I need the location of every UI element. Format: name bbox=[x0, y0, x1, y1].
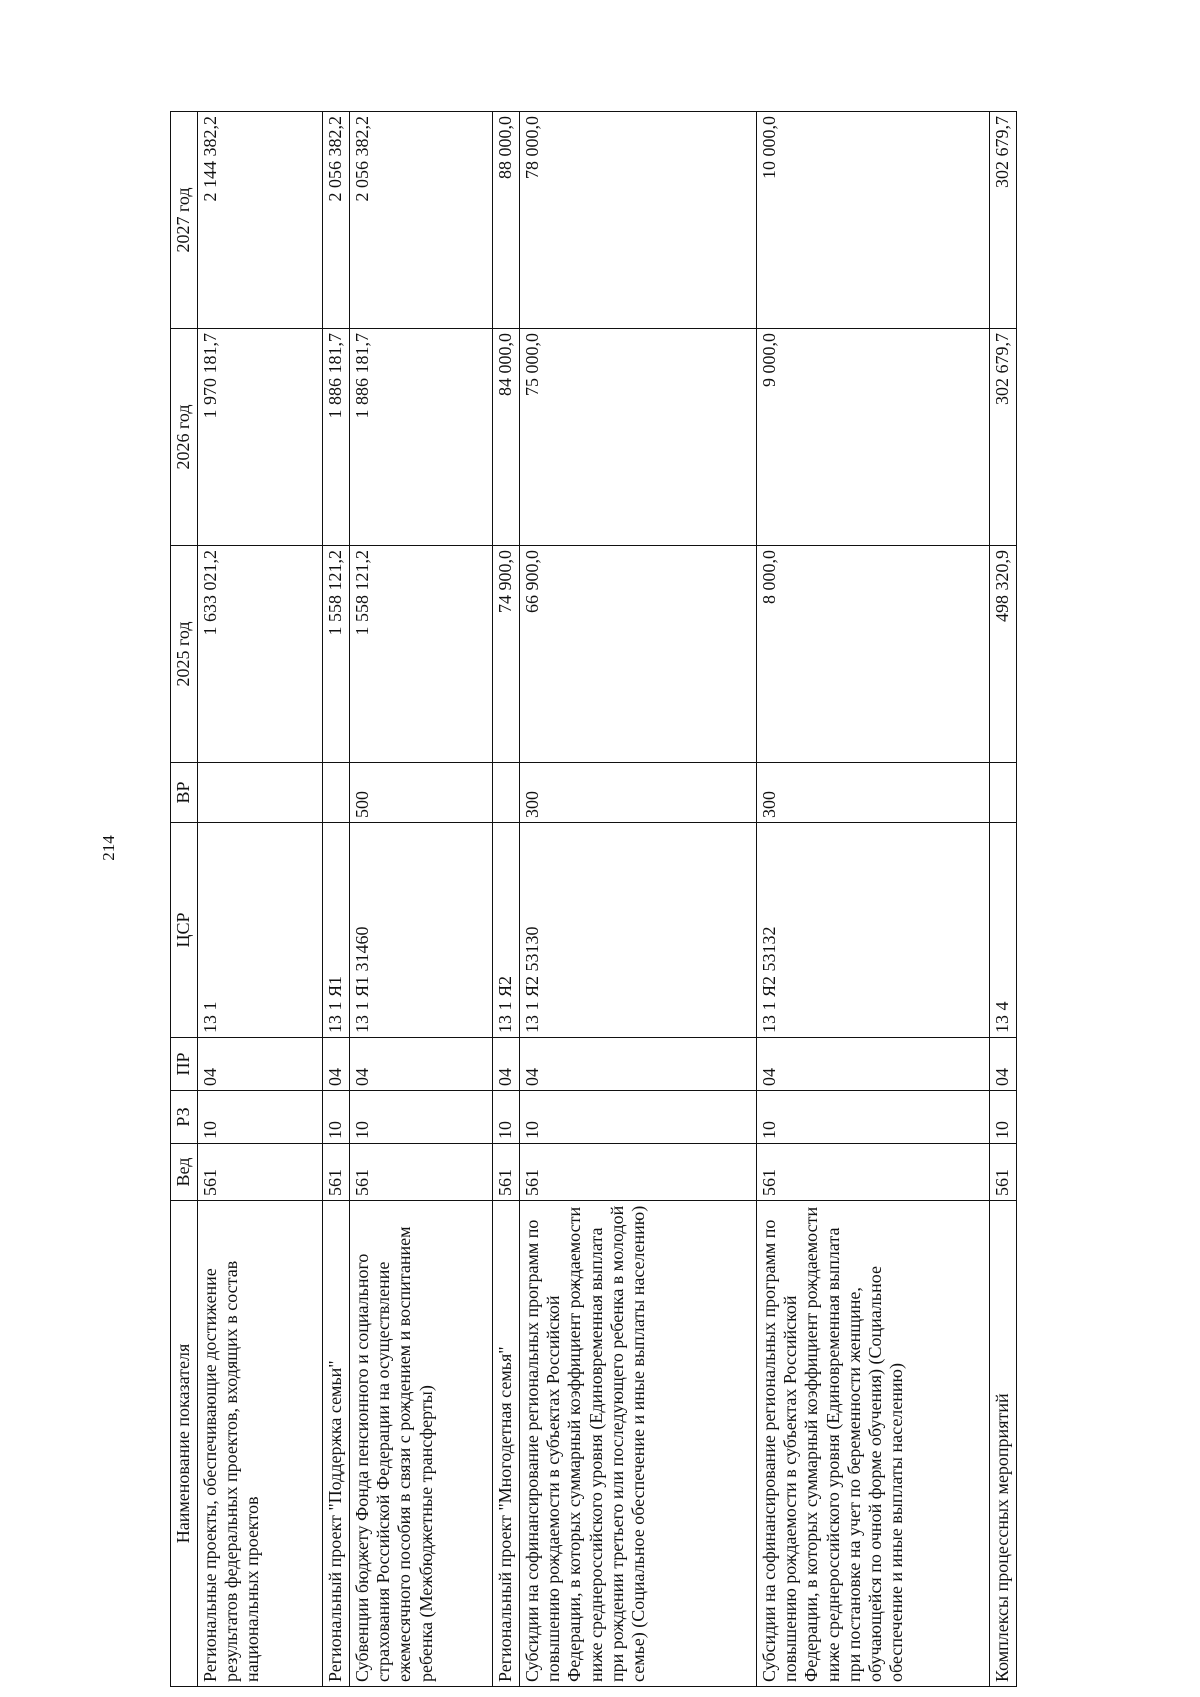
rotated-table-inner bbox=[170, 112, 1180, 1687]
header-csr: ЦСР bbox=[171, 823, 198, 1038]
row-2026: 1 886 181,7 bbox=[323, 329, 350, 546]
rotated-table-container bbox=[170, 112, 1180, 1687]
table-row bbox=[757, 112, 990, 1687]
row-2026: 1 970 181,7 bbox=[198, 329, 323, 546]
row-2026: 9 000,0 bbox=[757, 329, 990, 546]
row-2026: 75 000,0 bbox=[520, 329, 757, 546]
row-2025: 498 320,9 bbox=[990, 546, 1017, 763]
table-row bbox=[493, 112, 520, 1687]
row-rz: 10 bbox=[757, 1091, 990, 1144]
row-2027: 2 144 382,2 bbox=[198, 112, 323, 329]
header-rz: РЗ bbox=[171, 1091, 198, 1144]
table-row bbox=[323, 112, 350, 1687]
row-2027: 10 000,0 bbox=[757, 112, 990, 329]
header-ved: Вед bbox=[171, 1144, 198, 1201]
row-ved: 561 bbox=[493, 1144, 520, 1201]
row-2027: 2 056 382,2 bbox=[323, 112, 350, 329]
row-pr: 04 bbox=[350, 1038, 493, 1091]
row-2026: 1 886 181,7 bbox=[350, 329, 493, 546]
row-vr: 300 bbox=[520, 763, 757, 823]
row-name: Региональный проект "Поддержка семьи" bbox=[323, 1201, 350, 1687]
row-name: Комплексы процессных мероприятий bbox=[990, 1201, 1017, 1687]
row-vr bbox=[990, 763, 1017, 823]
row-vr bbox=[198, 763, 323, 823]
header-2027: 2027 год bbox=[171, 112, 198, 329]
row-2027: 78 000,0 bbox=[520, 112, 757, 329]
row-vr bbox=[493, 763, 520, 823]
table-row bbox=[520, 112, 757, 1687]
table-row bbox=[990, 112, 1017, 1687]
row-2027: 2 056 382,2 bbox=[350, 112, 493, 329]
row-rz: 10 bbox=[493, 1091, 520, 1144]
row-vr: 300 bbox=[757, 763, 990, 823]
header-2025: 2025 год bbox=[171, 546, 198, 763]
header-vr: ВР bbox=[171, 763, 198, 823]
row-name: Субвенции бюджету Фонда пенсионного и социального страхования Российской Федерации на осуществление ежемесячного пособия в связи с рождением и воспитанием ребенка (Межбюджетные трансферты) bbox=[350, 1201, 493, 1687]
table-row bbox=[350, 112, 493, 1687]
row-ved: 561 bbox=[520, 1144, 757, 1201]
row-vr bbox=[323, 763, 350, 823]
table-row bbox=[198, 112, 323, 1687]
row-rz: 10 bbox=[520, 1091, 757, 1144]
budget-table bbox=[170, 111, 1017, 1687]
row-2027: 88 000,0 bbox=[493, 112, 520, 329]
row-rz: 10 bbox=[198, 1091, 323, 1144]
row-rz: 10 bbox=[990, 1091, 1017, 1144]
row-name: Субсидии на софинансирование региональных программ по повышению рождаемости в субъектах Российской Федерации, в которых суммарный коэффициент рождаемости ниже среднероссийского уровня (Единовременная выплата при постановке на учет по беременности женщине, обучающейся по очной форме обучения) (Социальное обеспечение и иные выплаты населению) bbox=[757, 1201, 990, 1687]
row-pr: 04 bbox=[198, 1038, 323, 1091]
row-name: Региональные проекты, обеспечивающие достижение результатов федеральных проектов, входящих в состав национальных проектов bbox=[198, 1201, 323, 1687]
row-ved: 561 bbox=[990, 1144, 1017, 1201]
row-2025: 8 000,0 bbox=[757, 546, 990, 763]
row-rz: 10 bbox=[323, 1091, 350, 1144]
row-csr: 13 1 Я2 53130 bbox=[520, 823, 757, 1038]
row-2025: 1 633 021,2 bbox=[198, 546, 323, 763]
row-csr: 13 1 bbox=[198, 823, 323, 1038]
row-2027: 302 679,7 bbox=[990, 112, 1017, 329]
row-pr: 04 bbox=[990, 1038, 1017, 1091]
page-number: 214 bbox=[98, 835, 118, 861]
row-ved: 561 bbox=[323, 1144, 350, 1201]
row-csr: 13 1 Я2 53132 bbox=[757, 823, 990, 1038]
row-ved: 561 bbox=[198, 1144, 323, 1201]
table-header-row bbox=[171, 112, 198, 1687]
row-2025: 1 558 121,2 bbox=[323, 546, 350, 763]
row-csr: 13 4 bbox=[990, 823, 1017, 1038]
row-rz: 10 bbox=[350, 1091, 493, 1144]
row-2025: 66 900,0 bbox=[520, 546, 757, 763]
row-csr: 13 1 Я1 31460 bbox=[350, 823, 493, 1038]
row-name: Региональный проект "Многодетная семья" bbox=[493, 1201, 520, 1687]
header-2026: 2026 год bbox=[171, 329, 198, 546]
row-pr: 04 bbox=[757, 1038, 990, 1091]
row-2025: 1 558 121,2 bbox=[350, 546, 493, 763]
row-pr: 04 bbox=[520, 1038, 757, 1091]
row-ved: 561 bbox=[757, 1144, 990, 1201]
header-name: Наименование показателя bbox=[171, 1201, 198, 1687]
row-pr: 04 bbox=[493, 1038, 520, 1091]
row-csr: 13 1 Я2 bbox=[493, 823, 520, 1038]
row-ved: 561 bbox=[350, 1144, 493, 1201]
row-2026: 84 000,0 bbox=[493, 329, 520, 546]
header-pr: ПР bbox=[171, 1038, 198, 1091]
row-pr: 04 bbox=[323, 1038, 350, 1091]
row-2025: 74 900,0 bbox=[493, 546, 520, 763]
row-2026: 302 679,7 bbox=[990, 329, 1017, 546]
row-name: Субсидии на софинансирование региональных программ по повышению рождаемости в субъектах Российской Федерации, в которых суммарный коэффициент рождаемости ниже среднероссийского уровня (Единовременная выплата при рождении третьего или последующего ребенка в молодой семье) (Социальное обеспечение и иные выплаты населению) bbox=[520, 1201, 757, 1687]
row-vr: 500 bbox=[350, 763, 493, 823]
row-csr: 13 1 Я1 bbox=[323, 823, 350, 1038]
